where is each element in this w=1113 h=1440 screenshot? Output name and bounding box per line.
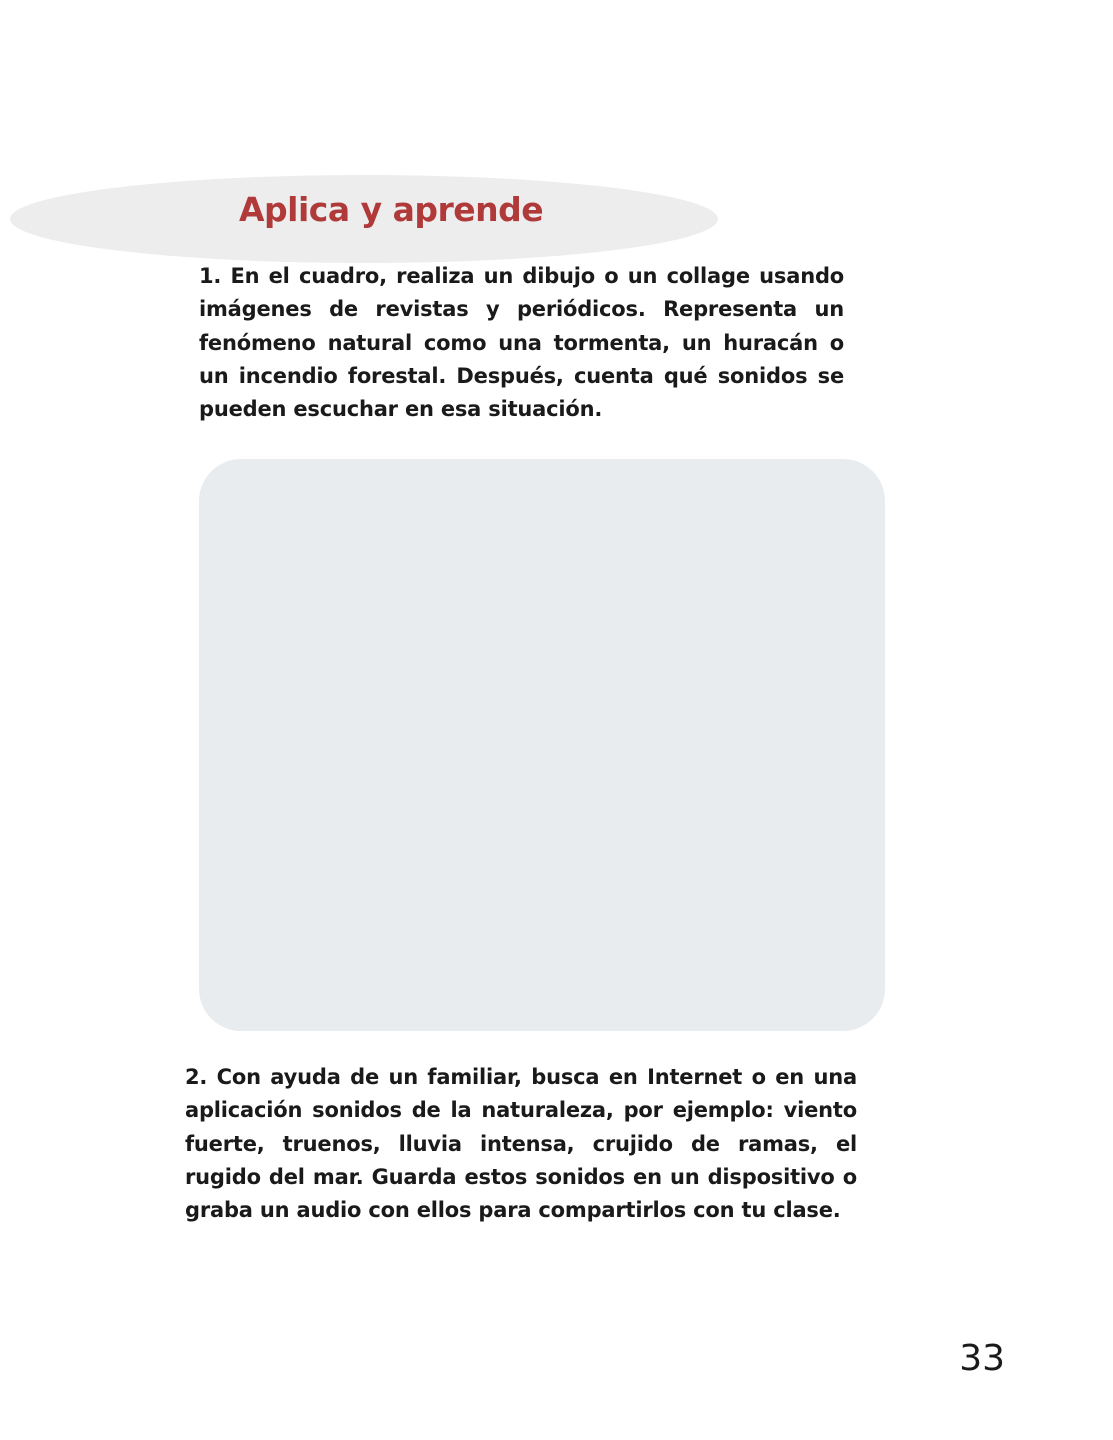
activity-2-instruction: 2. Con ayuda de un familiar, busca en Internet o en una aplicación sonidos de la naturaleza, por ejemplo: viento fuerte, truenos, lluvia intensa, crujido de ramas, el rugido del mar. Guarda estos sonidos en un dispositivo o graba un audio con ellos para compartirlos con tu clase.: [185, 1065, 857, 1223]
page-number: 33: [959, 1338, 1005, 1379]
section-title: Aplica y aprende: [239, 190, 544, 229]
activity-1-instruction: 1. En el cuadro, realiza un dibujo o un collage usando imágenes de revistas y periódicos. Representa un fenómeno natural como una tormenta, un huracán o un incendio forestal. Después, cuenta qué sonidos se pueden escuchar en esa situación.: [199, 264, 844, 422]
drawing-area[interactable]: [199, 459, 885, 1031]
